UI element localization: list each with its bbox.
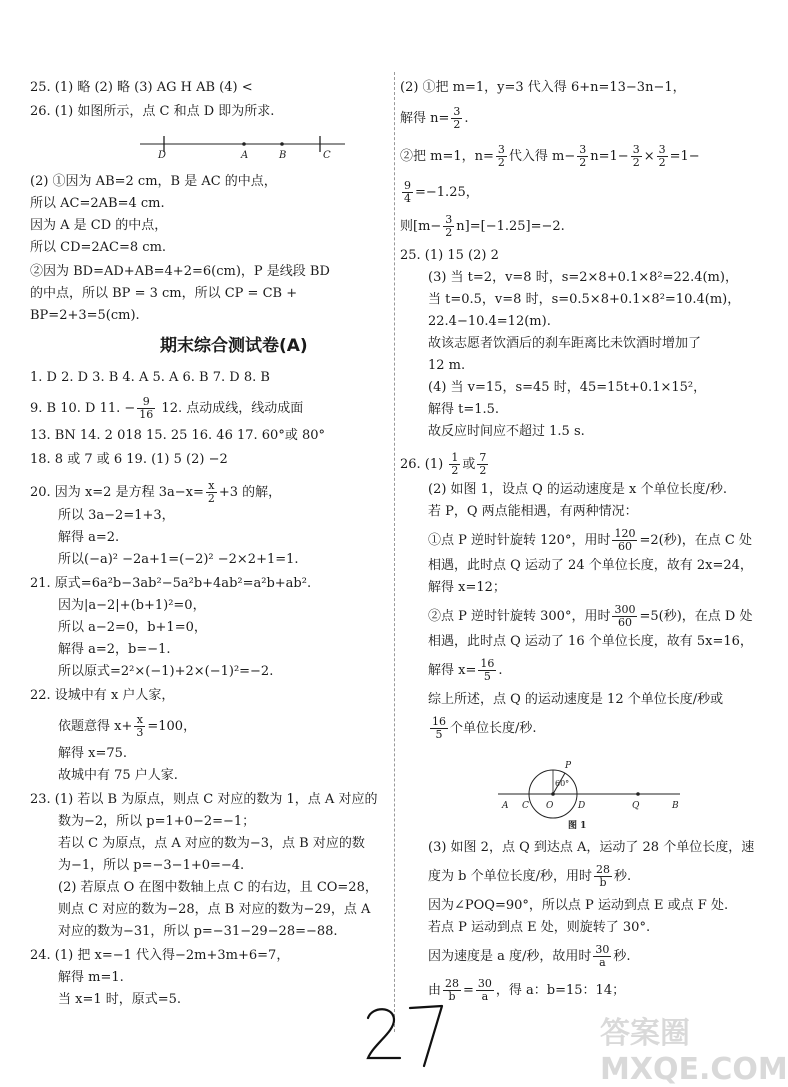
answer-line: 的中点，所以 BP = 3 cm，所以 CP = CB + [30, 286, 298, 301]
fraction: $\frac{9}{16}$ [139, 395, 154, 421]
fraction: $\frac{3}{2}$ [579, 143, 587, 169]
answer-line: 24. (1) 把 x=−1 代入得−2m+3m+6=7， [30, 948, 290, 963]
answer-line: $\frac{16}{5}$ 个单位长度/秒. [432, 715, 537, 741]
answer-line: 数为−2，所以 p=1+0−2=−1； [58, 814, 256, 829]
answer-line: 20. 因为 x=2 是方程 3a−x= $\frac{x}{2}$ +3 的解， [30, 479, 282, 505]
answer-line: 所以 3a−2=1+3， [58, 508, 175, 523]
answer-line: 解得 x=12； [428, 580, 506, 595]
answer-line: (2) ①把 m=1，y=3 代入得 6+n=13−3n−1， [400, 80, 686, 95]
answer-line: 因为 A 是 CD 的中点， [30, 218, 168, 233]
answer-line: 13. BN 14. 2 018 15. 25 16. 46 17. 60°或 80° [30, 428, 326, 443]
answer-line: 依题意得 x+ $\frac{x}{3}$ =100， [58, 713, 197, 739]
answer-line: (3) 当 t=2，v=8 时，s=2×8+0.1×8²=22.4(m)， [428, 270, 738, 285]
fraction: $\frac{120}{60}$ [614, 527, 636, 553]
fraction: $\frac{3}{2}$ [445, 213, 453, 239]
answer-line: (4) 当 v=15，s=45 时，45=15t+0.1×15²， [428, 380, 707, 395]
fraction: $\frac{1}{2}$ [451, 451, 459, 477]
answer-line: (2) 如图 1，设点 Q 的运动速度是 x 个单位长度/秒. [428, 482, 727, 497]
point-label: P [565, 761, 572, 771]
answer-line: 26. (1) $\frac{1}{2}$ 或 $\frac{7}{2}$ [400, 451, 487, 477]
answer-line: ②因为 BD=AD+AB=4+2=6(cm)，P 是线段 BD [30, 264, 330, 279]
fraction: $\frac{3}{2}$ [658, 143, 666, 169]
answer-line: 度为 b 个单位长度/秒，用时 $\frac{28}{b}$ 秒. [428, 863, 632, 889]
answer-line: BP=2+3=5(cm). [30, 308, 140, 323]
answer-line: (2) 若原点 O 在图中数轴上点 C 的右边，且 CO=28， [58, 880, 378, 895]
point-label: D [158, 150, 167, 161]
answer-line: 所以 CD=2AC=8 cm. [30, 240, 167, 255]
answer-line: 故城中有 75 户人家. [58, 768, 178, 783]
answer-line: ②点 P 逆时针旋转 300°，用时 $\frac{300}{60}$ =5(秒)，在点 D 处 [428, 603, 753, 629]
answer-line: 当 t=0.5，v=8 时，s=0.5×8+0.1×8²=10.4(m)， [428, 292, 741, 307]
answer-line: 当 x=1 时，原式=5. [58, 992, 182, 1007]
watermark: 答案圈 MXQE.COM [600, 1016, 788, 1087]
answer-line: 若以 C 为原点，点 A 对应的数为−3，点 B 对应的数 [58, 836, 365, 851]
answer-line: 若 P，Q 两点能相遇，有两种情况： [428, 504, 638, 519]
circle-number-line-figure [498, 756, 688, 836]
answer-line: 综上所述，点 Q 的运动速度是 12 个单位长度/秒或 [428, 692, 724, 707]
figure-caption: 图 1 [568, 821, 587, 831]
answer-line: 25. (1) 略 (2) 略 (3) AG H AB (4) < [30, 80, 253, 95]
fraction: $\frac{3}{2}$ [632, 143, 640, 169]
answer-line: 故该志愿者饮酒后的刹车距离比未饮酒时增加了 [428, 336, 702, 351]
answer-line: 9. B 10. D 11. − $\frac{9}{16}$ 12. 点动成线，线动成面 [30, 395, 304, 421]
section-title: 期末综合测试卷(A) [160, 336, 308, 356]
answer-line: 因为∠POQ=90°，所以点 P 运动到点 E 或点 F 处. [428, 898, 729, 913]
answer-line: 23. (1) 若以 B 为原点，则点 C 对应的数为 1，点 A 对应的 [30, 792, 378, 807]
answer-line: 26. (1) 如图所示，点 C 和点 D 即为所求. [30, 104, 275, 119]
segment-figure [130, 130, 360, 160]
answer-line: 25. (1) 15 (2) 2 [400, 248, 499, 263]
point-label: C [522, 801, 529, 811]
fraction: $\frac{9}{4}$ [404, 179, 411, 205]
fraction: $\frac{30}{a}$ [595, 943, 610, 969]
fraction: $\frac{x}{3}$ [136, 713, 144, 739]
point-label: A [502, 801, 509, 811]
point-label: B [672, 801, 679, 811]
answer-line: 解得 t=1.5. [428, 402, 500, 417]
answer-line: 解得 m=1. [58, 970, 124, 985]
answer-line: 解得 x=75. [58, 746, 128, 761]
answer-line: 1. D 2. D 3. B 4. A 5. A 6. B 7. D 8. B [30, 370, 270, 385]
fraction: $\frac{3}{2}$ [497, 143, 505, 169]
answer-line: 12 m. [428, 358, 466, 373]
answer-line: 所以 a−2=0，b+1=0， [58, 620, 207, 635]
point-label: D [578, 801, 586, 811]
answer-line: ①点 P 逆时针旋转 120°，用时 $\frac{120}{60}$ =2(秒)，在点 C 处 [428, 527, 752, 553]
answer-line: 则[m− $\frac{3}{2}$ n]=[−1.25]=−2. [400, 213, 565, 239]
handwritten-page-number [360, 1000, 450, 1070]
answer-line: 若点 P 运动到点 E 处，则旋转了 30°. [428, 920, 651, 935]
answer-line: 22.4−10.4=12(m). [428, 314, 551, 329]
answer-line: (3) 如图 2，点 Q 到达点 A，运动了 28 个单位长度，速 [428, 840, 755, 855]
answer-line: ②把 m=1，n= $\frac{3}{2}$ 代入得 m− $\frac{3}{2}$ n=1− $\frac{3}{2}$ × $\frac{3}{2}$ =1− [400, 143, 700, 169]
fraction: $\frac{16}{5}$ [480, 657, 495, 683]
point-label: O [546, 801, 554, 811]
answer-line: 解得 n= $\frac{3}{2}$ . [400, 105, 469, 131]
fraction: $\frac{3}{2}$ [453, 105, 461, 131]
answer-line: 解得 a=2. [58, 530, 120, 545]
answer-line: (2) ①因为 AB=2 cm，B 是 AC 的中点， [30, 174, 277, 189]
answer-line: 解得 x= $\frac{16}{5}$ . [428, 657, 503, 683]
answer-line: 所以 AC=2AB=4 cm. [30, 196, 165, 211]
fraction: $\frac{7}{2}$ [479, 451, 487, 477]
answer-line: 由 $\frac{28}{b}$ = $\frac{30}{a}$ ，得 a：b=15：14； [428, 977, 626, 1003]
answer-line: 所以原式=2²×(−1)+2×(−1)²=−2. [58, 664, 274, 679]
answer-line: 因为|a−2|+(b+1)²=0， [58, 598, 206, 613]
answer-line: 所以(−a)² −2a+1=(−2)² −2×2+1=1. [58, 552, 299, 567]
fraction: $\frac{28}{b}$ [595, 863, 610, 889]
answer-line: 22. 设城中有 x 户人家， [30, 688, 175, 703]
fraction: $\frac{28}{b}$ [445, 977, 460, 1003]
point-label: B [279, 150, 287, 161]
fraction: $\frac{30}{a}$ [477, 977, 492, 1003]
answer-line: 故反应时间应不超过 1.5 s. [428, 424, 585, 439]
answer-line: 相遇，此时点 Q 运动了 24 个单位长度，故有 2x=24， [428, 558, 753, 573]
answer-line: 则点 C 对应的数为−28，点 B 对应的数为−29，点 A [58, 902, 371, 917]
answer-line: 18. 8 或 7 或 6 19. (1) 5 (2) −2 [30, 452, 228, 467]
answer-line: 相遇，此时点 Q 运动了 16 个单位长度，故有 5x=16， [428, 634, 753, 649]
angle-label: 60° [555, 779, 570, 788]
answer-line: 对应的数为−31，所以 p=−31−29−28=−88. [58, 924, 338, 939]
column-divider [394, 72, 395, 1032]
answer-line: 21. 原式=6a²b−3ab²−5a²b+4ab²=a²b+ab². [30, 576, 312, 591]
answer-line: $\frac{9}{4}$ =−1.25， [404, 179, 479, 205]
point-label: A [241, 150, 249, 161]
answer-line: 解得 a=2，b=−1. [58, 642, 171, 657]
fraction: $\frac{16}{5}$ [432, 715, 446, 741]
point-label: C [323, 150, 331, 161]
answer-line: 为−1，所以 p=−3−1+0=−4. [58, 858, 245, 873]
answer-line: 因为速度是 a 度/秒，故用时 $\frac{30}{a}$ 秒. [428, 943, 631, 969]
point-label: Q [632, 801, 640, 811]
fraction: $\frac{x}{2}$ [207, 479, 215, 505]
fraction: $\frac{300}{60}$ [614, 603, 636, 629]
